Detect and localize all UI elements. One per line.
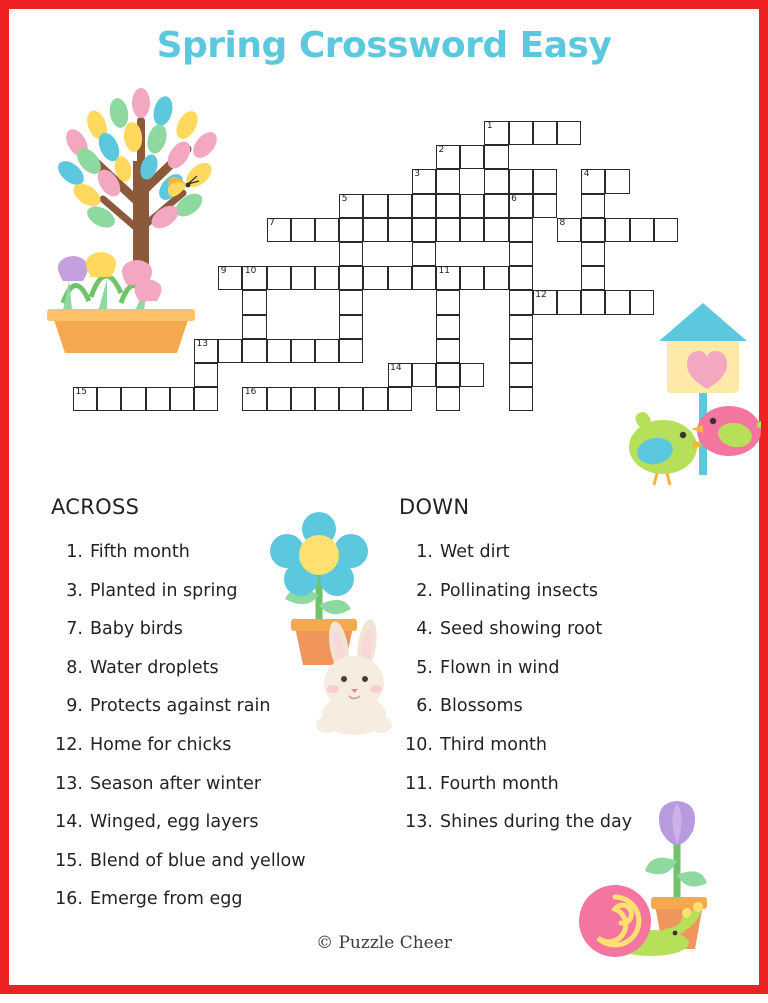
clue-number: 4. <box>416 619 433 640</box>
crossword-cell[interactable] <box>412 169 436 193</box>
crossword-cell[interactable] <box>460 266 484 290</box>
crossword-cell[interactable] <box>73 387 97 411</box>
crossword-cell[interactable] <box>436 315 460 339</box>
crossword-cell[interactable] <box>509 242 533 266</box>
crossword-cell[interactable] <box>194 363 218 387</box>
crossword-cell[interactable] <box>412 363 436 387</box>
cell-number: 4 <box>583 169 590 180</box>
crossword-cell[interactable] <box>509 121 533 145</box>
crossword-cell[interactable] <box>605 218 629 242</box>
clue-text: Blend of blue and yellow <box>90 850 306 871</box>
crossword-cell[interactable] <box>121 387 145 411</box>
clue-number: 12. <box>55 734 83 755</box>
clue-item <box>399 765 729 804</box>
crossword-cell[interactable] <box>460 218 484 242</box>
crossword-cell[interactable] <box>412 266 436 290</box>
clue-number: 15. <box>55 850 83 871</box>
crossword-cell[interactable] <box>388 387 412 411</box>
crossword-cell[interactable] <box>291 339 315 363</box>
clue-text: Wet dirt <box>440 542 510 562</box>
cell-number: 7 <box>269 217 275 228</box>
clue-item <box>399 803 729 842</box>
crossword-cell[interactable] <box>460 145 484 169</box>
clue-item <box>49 533 379 572</box>
crossword-cell[interactable] <box>436 266 460 290</box>
crossword-cell[interactable] <box>484 266 508 290</box>
crossword-cell[interactable] <box>315 266 339 290</box>
crossword-cell[interactable] <box>605 290 629 314</box>
cell-number: 14 <box>390 363 402 373</box>
clue-text: Planted in spring <box>90 580 238 601</box>
crossword-cell[interactable] <box>509 290 533 314</box>
crossword-cell[interactable] <box>436 169 460 193</box>
clue-text: Fourth month <box>440 773 559 794</box>
crossword-cell[interactable] <box>557 218 581 242</box>
crossword-cell[interactable] <box>339 242 363 266</box>
clue-item <box>49 765 379 804</box>
crossword-cell[interactable] <box>242 339 266 363</box>
crossword-cell[interactable] <box>630 218 654 242</box>
clue-text: Protects against rain <box>90 696 271 717</box>
crossword-cell[interactable] <box>339 315 363 339</box>
crossword-cell[interactable] <box>363 387 387 411</box>
crossword-cell[interactable] <box>581 218 605 242</box>
crossword-cell[interactable] <box>509 387 533 411</box>
crossword-cell[interactable] <box>509 363 533 387</box>
crossword-cell[interactable] <box>267 387 291 411</box>
crossword-cell[interactable] <box>339 266 363 290</box>
page-inner <box>9 9 759 985</box>
cell-number: 12 <box>535 290 547 301</box>
crossword-cell[interactable] <box>581 169 605 193</box>
crossword-cell[interactable] <box>460 194 484 218</box>
crossword-cell[interactable] <box>339 218 363 242</box>
cell-number: 15 <box>75 387 87 398</box>
crossword-cell[interactable] <box>509 169 533 193</box>
cell-number: 2 <box>438 145 445 156</box>
clue-item <box>49 803 379 842</box>
clues-section <box>9 495 759 925</box>
crossword-cell[interactable] <box>581 242 605 266</box>
cell-number: 11 <box>438 266 450 277</box>
cell-number: 8 <box>559 217 566 228</box>
clue-number: 14. <box>55 812 83 833</box>
crossword-cell[interactable] <box>436 339 460 363</box>
crossword-cell[interactable] <box>146 387 170 411</box>
clue-item <box>49 842 379 881</box>
clue-item <box>399 687 729 726</box>
clue-text: Shines during the day <box>440 812 633 833</box>
crossword-cell[interactable] <box>436 290 460 314</box>
crossword-cell[interactable] <box>460 363 484 387</box>
clue-item <box>49 649 379 688</box>
clue-text: Baby birds <box>90 619 183 640</box>
crossword-cell[interactable] <box>412 194 436 218</box>
clue-text: Pollinating insects <box>440 580 598 601</box>
clue-number: 11. <box>405 773 433 794</box>
clue-item <box>49 687 379 726</box>
clue-text: Winged, egg layers <box>90 812 259 833</box>
across-heading: ACROSS <box>51 495 140 519</box>
crossword-cell[interactable] <box>484 121 508 145</box>
crossword-cell[interactable] <box>581 266 605 290</box>
cell-number: 10 <box>244 266 257 277</box>
clue-item <box>49 726 379 765</box>
crossword-cell[interactable] <box>291 218 315 242</box>
crossword-cell[interactable] <box>581 194 605 218</box>
crossword-cell[interactable] <box>509 194 533 218</box>
crossword-cell[interactable] <box>557 121 581 145</box>
clue-number: 10. <box>405 734 433 755</box>
clue-text: Third month <box>440 734 547 755</box>
clue-number: 13. <box>405 812 433 833</box>
clue-item <box>399 533 729 572</box>
crossword-cell[interactable] <box>557 290 581 314</box>
crossword-cell[interactable] <box>509 339 533 363</box>
clue-text: Water droplets <box>90 657 219 678</box>
crossword-cell[interactable] <box>194 387 218 411</box>
crossword-cell[interactable] <box>630 290 654 314</box>
birdhouse-with-birds-illustration <box>621 289 761 489</box>
crossword-cell[interactable] <box>654 218 678 242</box>
cell-number: 3 <box>414 169 421 180</box>
clue-number: 1. <box>416 542 433 562</box>
crossword-cell[interactable] <box>436 387 460 411</box>
crossword-cell[interactable] <box>363 194 387 218</box>
crossword-cell[interactable] <box>315 218 339 242</box>
crossword-cell[interactable] <box>533 121 557 145</box>
crossword-cell[interactable] <box>484 194 508 218</box>
crossword-cell[interactable] <box>170 387 194 411</box>
crossword-cell[interactable] <box>363 266 387 290</box>
clue-number: 8. <box>66 657 83 678</box>
clue-text: Home for chicks <box>90 734 232 755</box>
cell-number: 9 <box>220 266 227 277</box>
crossword-cell[interactable] <box>509 218 533 242</box>
crossword-cell[interactable] <box>242 266 266 290</box>
clue-text: Emerge from egg <box>90 889 243 910</box>
clue-number: 9. <box>66 696 83 717</box>
crossword-cell[interactable] <box>509 266 533 290</box>
crossword-cell[interactable] <box>605 169 629 193</box>
crossword-cell[interactable] <box>315 339 339 363</box>
clue-number: 16. <box>55 889 83 910</box>
clue-number: 2. <box>416 580 433 601</box>
clue-number: 6. <box>416 696 433 717</box>
crossword-cell[interactable] <box>267 218 291 242</box>
crossword-cell[interactable] <box>339 339 363 363</box>
clue-item <box>399 649 729 688</box>
clue-text: Fifth month <box>90 542 190 562</box>
crossword-cell[interactable] <box>436 194 460 218</box>
crossword-cell[interactable] <box>242 290 266 314</box>
crossword-cell[interactable] <box>291 387 315 411</box>
clue-number: 7. <box>66 619 83 640</box>
crossword-cell[interactable] <box>412 218 436 242</box>
down-column <box>399 495 729 842</box>
crossword-cell[interactable] <box>509 315 533 339</box>
crossword-cell[interactable] <box>388 266 412 290</box>
clue-text: Seed showing root <box>440 619 603 640</box>
crossword-cell[interactable] <box>484 218 508 242</box>
spring-tree-with-tulips-illustration <box>37 81 237 381</box>
crossword-cell[interactable] <box>97 387 121 411</box>
clue-item <box>49 880 379 919</box>
clue-item <box>49 610 379 649</box>
crossword-cell[interactable] <box>339 290 363 314</box>
crossword-cell[interactable] <box>291 266 315 290</box>
across-clue-list <box>49 533 379 919</box>
down-heading: DOWN <box>399 495 470 519</box>
crossword-cell[interactable] <box>315 387 339 411</box>
crossword-cell[interactable] <box>533 194 557 218</box>
crossword-cell[interactable] <box>388 194 412 218</box>
cell-number: 16 <box>244 387 257 398</box>
crossword-cell[interactable] <box>436 145 460 169</box>
crossword-cell[interactable] <box>436 363 460 387</box>
clue-item <box>399 726 729 765</box>
clue-number: 1. <box>66 542 83 562</box>
crossword-cell[interactable] <box>533 290 557 314</box>
clue-item <box>49 572 379 611</box>
clue-text: Season after winter <box>90 773 262 794</box>
crossword-cell[interactable] <box>363 218 387 242</box>
down-clue-list <box>399 533 729 842</box>
crossword-cell[interactable] <box>218 266 242 290</box>
crossword-cell[interactable] <box>242 315 266 339</box>
crossword-cell[interactable] <box>388 218 412 242</box>
cell-number: 5 <box>341 193 348 204</box>
page-title: Spring Crossword Easy <box>156 25 612 66</box>
crossword-cell[interactable] <box>388 363 412 387</box>
clue-number: 3. <box>66 580 83 601</box>
crossword-cell[interactable] <box>194 339 218 363</box>
crossword-cell[interactable] <box>242 387 266 411</box>
crossword-cell[interactable] <box>267 339 291 363</box>
crossword-cell[interactable] <box>339 194 363 218</box>
crossword-cell[interactable] <box>581 290 605 314</box>
clue-item <box>399 610 729 649</box>
crossword-cell[interactable] <box>484 169 508 193</box>
crossword-cell[interactable] <box>339 387 363 411</box>
clue-text: Flown in wind <box>440 657 560 678</box>
across-column <box>49 495 379 919</box>
clue-item <box>399 572 729 611</box>
clue-text: Blossoms <box>440 696 523 717</box>
crossword-cell[interactable] <box>218 339 242 363</box>
copyright-footer: © Puzzle Cheer <box>316 933 452 953</box>
clue-number: 5. <box>416 657 433 678</box>
cell-number: 1 <box>486 121 493 131</box>
clue-number: 13. <box>55 773 83 794</box>
crossword-cell[interactable] <box>533 169 557 193</box>
cell-number: 13 <box>196 338 208 349</box>
crossword-cell[interactable] <box>267 266 291 290</box>
crossword-cell[interactable] <box>412 242 436 266</box>
crossword-cell[interactable] <box>436 218 460 242</box>
crossword-cell[interactable] <box>484 145 508 169</box>
cell-number: 6 <box>511 193 517 204</box>
